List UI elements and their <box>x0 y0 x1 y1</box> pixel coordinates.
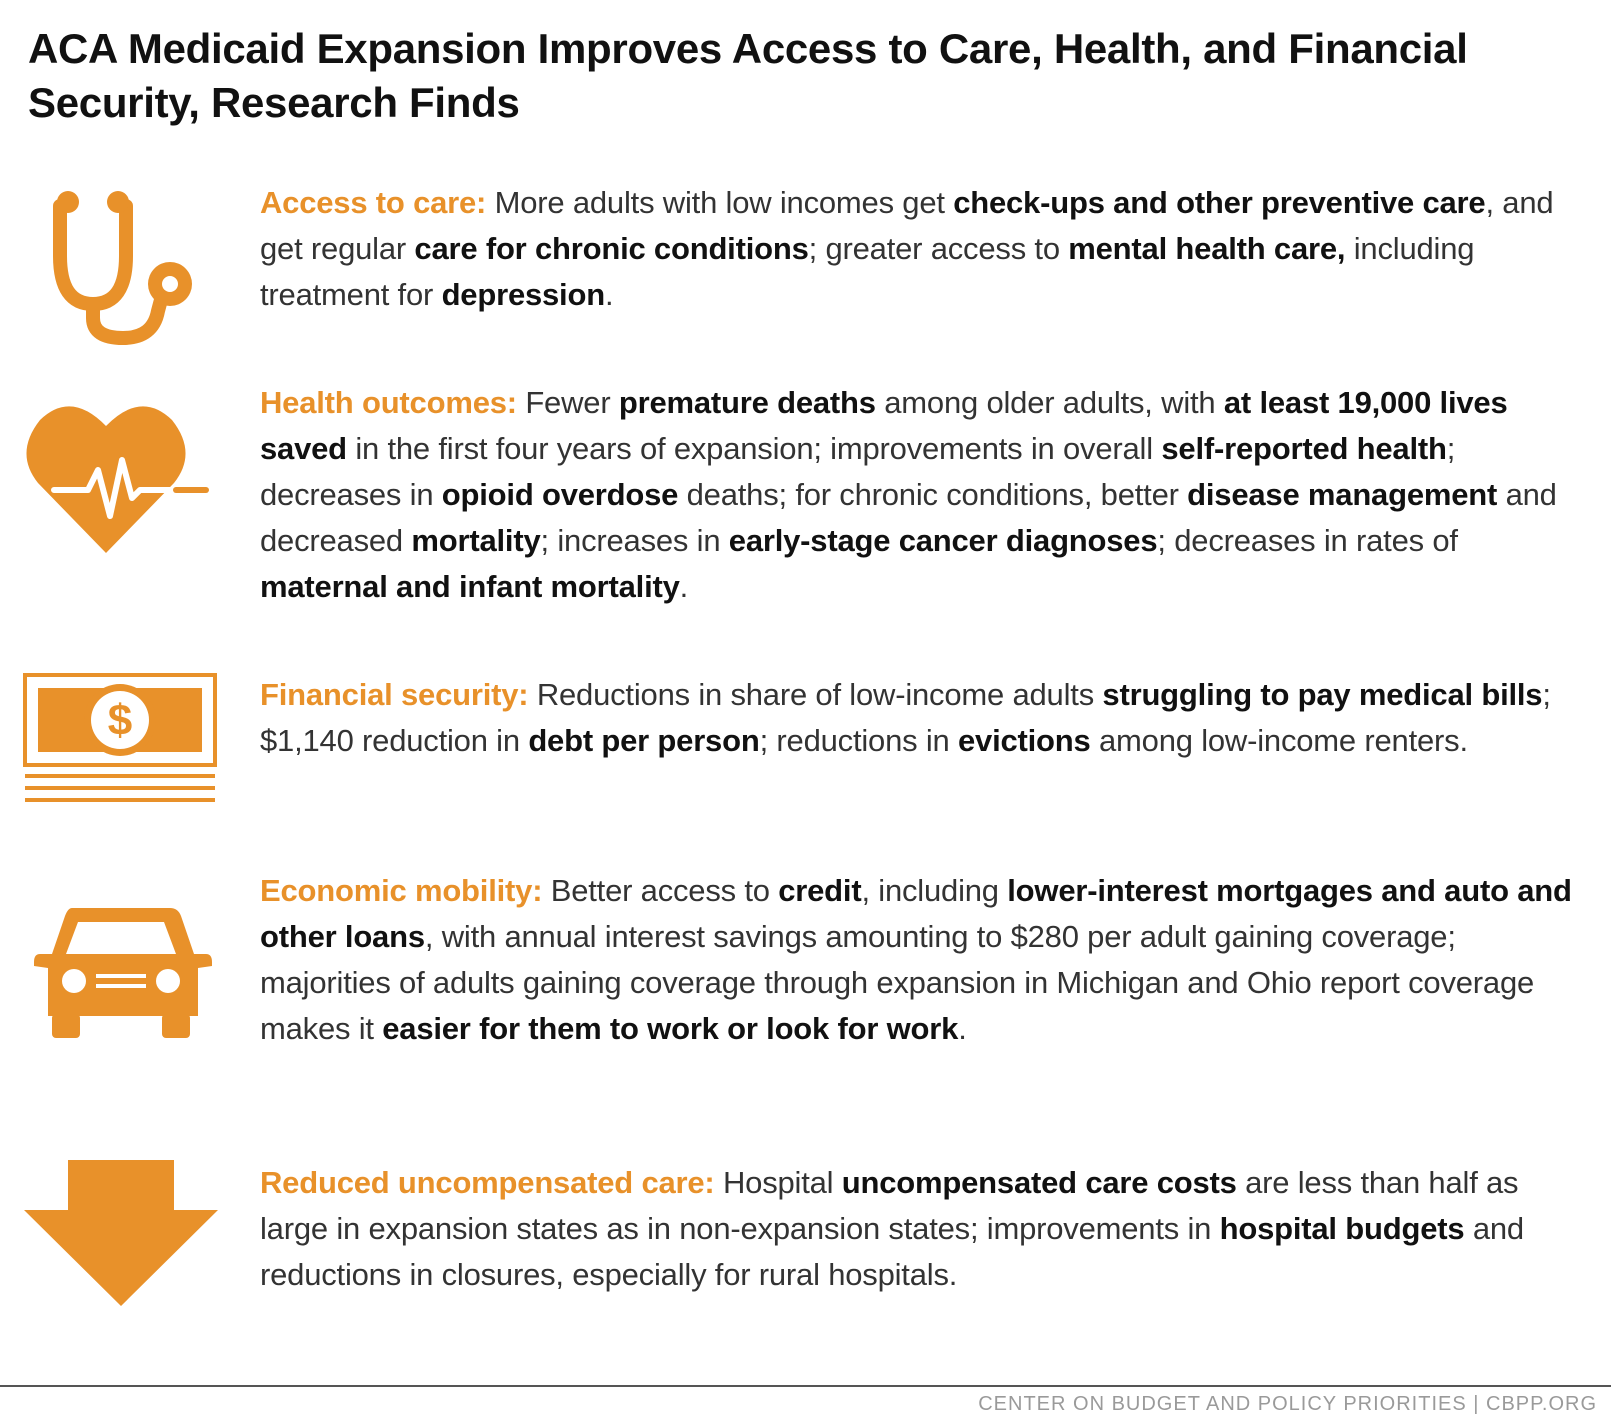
body-text: and decreased <box>260 477 1557 558</box>
emphasis-text: easier for them to work or look for work <box>382 1011 959 1046</box>
body-text: . <box>958 1011 967 1046</box>
body-text: deaths; for chronic conditions, better <box>678 477 1188 512</box>
emphasis-text: check-ups and other preventive care <box>953 185 1486 220</box>
emphasis-text: care for chronic conditions <box>414 231 809 266</box>
item-label: Access to care: <box>260 185 487 220</box>
body-text: are less than half as large in expansion states as in non-expansion states; improvements in <box>260 1165 1519 1246</box>
emphasis-text: maternal and infant mortality <box>260 569 680 604</box>
body-text: ; $1,140 reduction in <box>260 677 1551 758</box>
item-label: Reduced uncompensated care: <box>260 1165 715 1200</box>
dollar-bill-icon <box>22 672 218 817</box>
item-text <box>260 1160 1590 1298</box>
emphasis-text: disease management <box>1187 477 1498 512</box>
emphasis-text: depression <box>441 277 605 312</box>
emphasis-text: evictions <box>957 723 1091 758</box>
footer-source: CENTER ON BUDGET AND POLICY PRIORITIES | CBPP.ORG <box>978 1393 1597 1415</box>
emphasis-text: credit <box>778 873 862 908</box>
emphasis-text: at least 19,000 lives saved <box>260 385 1508 466</box>
body-text: , with annual interest savings amounting to $280 per adult gaining coverage; majorities of adults gaining coverage through expansion in Michigan and Ohio report coverage makes it <box>260 919 1535 1046</box>
body-text: More adults with low incomes get <box>486 185 954 220</box>
emphasis-text: premature deaths <box>618 385 876 420</box>
stethoscope-icon <box>38 186 208 346</box>
body-text: , and get regular <box>260 185 1554 266</box>
body-text: Hospital <box>714 1165 842 1200</box>
emphasis-text: debt per person <box>528 723 760 758</box>
emphasis-text: mental health care, <box>1068 231 1346 266</box>
heart-pulse-icon <box>26 398 211 558</box>
item-label: Health outcomes: <box>260 385 517 420</box>
emphasis-text: struggling to pay medical bills <box>1102 677 1543 712</box>
item-label: Financial security: <box>260 677 529 712</box>
body-text: Reductions in share of low-income adults <box>528 677 1103 712</box>
body-text: ; decreases in rates of <box>1157 523 1458 558</box>
emphasis-text: hospital budgets <box>1219 1211 1465 1246</box>
body-text: including treatment for <box>260 231 1475 312</box>
body-text: among older adults, with <box>875 385 1224 420</box>
item-text <box>260 868 1590 1052</box>
item-label: Economic mobility: <box>260 873 543 908</box>
down-arrow-icon <box>22 1160 220 1308</box>
body-text: ; reductions in <box>759 723 958 758</box>
footer-divider <box>0 1385 1611 1387</box>
item-text <box>260 380 1590 610</box>
emphasis-text: lower-interest mortgages and auto and other loans <box>260 873 1572 954</box>
emphasis-text: opioid overdose <box>441 477 679 512</box>
body-text: and reductions in closures, especially for rural hospitals. <box>260 1211 1524 1292</box>
body-text: Better access to <box>542 873 779 908</box>
emphasis-text: mortality <box>411 523 541 558</box>
body-text: ; greater access to <box>808 231 1069 266</box>
body-text: Fewer <box>516 385 619 420</box>
body-text: among low-income renters. <box>1090 723 1468 758</box>
item-text <box>260 180 1590 318</box>
page-title: ACA Medicaid Expansion Improves Access to Care, Health, and Financial Security, Research Finds <box>28 25 1468 126</box>
body-text: ; increases in <box>540 523 729 558</box>
body-text: . <box>604 277 614 312</box>
dollar-sign: $ <box>107 696 133 745</box>
car-icon <box>30 904 212 1040</box>
body-text: , including <box>861 873 1008 908</box>
body-text: ; decreases in <box>260 431 1456 512</box>
body-text: in the first four years of expansion; improvements in overall <box>346 431 1162 466</box>
emphasis-text: self-reported health <box>1161 431 1447 466</box>
emphasis-text: early-stage cancer diagnoses <box>728 523 1158 558</box>
item-text <box>260 672 1590 764</box>
body-text: . <box>679 569 689 604</box>
emphasis-text: uncompensated care costs <box>841 1165 1237 1200</box>
